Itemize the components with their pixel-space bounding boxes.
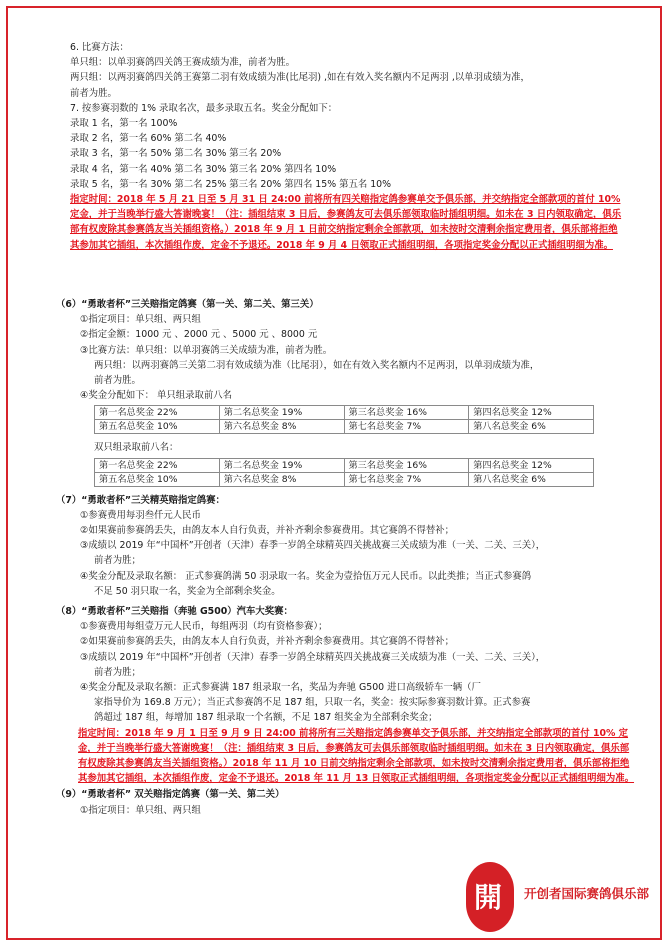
- alloc-row: 录取 3 名，第一名 50% 第二名 30% 第三名 20%: [70, 148, 282, 160]
- double-group-label: 双只组录取前八名：: [94, 442, 179, 454]
- alloc-row: 录取 4 名，第一名 40% 第二名 30% 第三名 20% 第四名 10%: [70, 163, 337, 175]
- table-row: [95, 458, 594, 472]
- section-header: （7）“勇敢者杯”三关精英赔指定鸽赛：: [56, 494, 225, 506]
- table-row: [95, 406, 594, 420]
- section-6-rules: [70, 40, 630, 253]
- table-cell: 第四名总奖金 12%: [469, 458, 594, 472]
- alloc-row: 录取 2 名，第一名 60% 第二名 40%: [70, 133, 227, 145]
- rule-item: ①指定项目：单只组、两只组: [80, 804, 201, 816]
- rule-item: ③成绩以 2019 年“中国杯”开创者（天津）春季一岁鸽全球精英四关挑战赛三关成绩为准（一关、二关、三关），: [80, 540, 546, 552]
- rule-item: 两只组：以两羽赛鸽三关第二羽有效成绩为准（比尾羽），如在有效入奖名额内不足两羽，以单羽成绩为准，: [94, 359, 540, 371]
- rule-item: ④奖金分配及录取名额：正式参赛满 187 组录取一名，奖品为奔驰 G500 进口高级轿车一辆（厂: [80, 682, 481, 694]
- rule-item: 前者为胜；: [94, 555, 141, 567]
- rule-item: ④奖金分配如下： 单只组录取前八名: [80, 390, 233, 402]
- table-cell: 第七名总奖金 7%: [344, 420, 469, 434]
- section-header: （6）“勇敢者杯”三关赔指定鸽赛（第一关、第二关、第三关）: [56, 299, 319, 310]
- section-header: （8）“勇敢者杯”三关赔指（奔驰 G500）汽车大奖赛：: [56, 606, 293, 618]
- table-row: [95, 420, 594, 434]
- section-header: （9）“勇敢者杯” 双关赔指定鸽赛（第一关、第二关）: [56, 789, 285, 801]
- rule-item: ①参赛费用每羽叁仟元人民币: [80, 509, 201, 521]
- rule-item: ②指定金额：1000 元 、2000 元 、5000 元 、8000 元: [80, 329, 318, 341]
- double-group-rule-cont: 前者为胜。: [70, 87, 117, 99]
- table-cell: 第一名总奖金 22%: [95, 458, 220, 472]
- rule-item: 鸽超过 187 组，每增加 187 组录取一个名额，不足 187 组奖金为全部剩余奖金；: [94, 712, 438, 724]
- table-cell: 第一名总奖金 22%: [95, 406, 220, 420]
- prize-table-double: [94, 458, 594, 487]
- table-cell: 第五名总奖金 10%: [95, 472, 220, 486]
- rule-item: ①指定项目：单只组、两只组: [80, 314, 201, 326]
- rule-item: ①参赛费用每组壹万元人民币，每组两羽（均有资格参赛）；: [80, 621, 328, 633]
- double-group-rule: 两只组：以两羽赛鸽四关鸽王赛第二羽有效成绩为准(比尾羽) ,如在有效入奖名额内不足两羽 ,以单羽成绩为准，: [70, 72, 530, 84]
- rule-item: 不足 50 羽只取一名，奖金为全部剩余奖金。: [94, 585, 281, 597]
- rule-item: ③比赛方法：单只组：以单羽赛鸽三关成绩为准，前者为胜。: [80, 344, 333, 356]
- rule-item: 前者为胜。: [94, 375, 141, 387]
- rule-item: ②如果赛前参赛鸽丢失，由鸽友本人自行负责，并补齐剩余参赛费用。其它赛鸽不得替补；: [80, 636, 455, 648]
- rule-item: 家指导价为 169.8 万元）；当正式参赛鸽不足 187 组，只取一名，奖金：按实际参赛羽数计算。正式参赛: [94, 697, 531, 709]
- alloc-row: 录取 1 名，第一名 100%: [70, 118, 178, 130]
- single-group-rule: 单只组：以单羽赛鸽四关鸽王赛成绩为准，前者为胜。: [70, 57, 296, 69]
- rule-item: ②如果赛前参赛鸽丢失，由鸽友本人自行负责，并补齐剩余参赛费用。其它赛鸽不得替补；: [80, 525, 455, 537]
- table-cell: 第四名总奖金 12%: [469, 406, 594, 420]
- table-cell: 第二名总奖金 19%: [219, 458, 344, 472]
- admission-rule: 7. 按参赛羽数的 1% 录取名次，最多录取五名。奖金分配如下：: [70, 102, 338, 114]
- sections-6-to-9: [56, 296, 635, 818]
- deadline-notice: 指定时间：2018 年 5 月 21 日至 5 月 31 日 24:00 前将所有四关赔指定鸽参赛单交予俱乐部，并交纳指定全部款项的首付 10% 定金，并于当晚举行盛大答谢晚宴！（注：插组结束 3 日后，参赛鸽友可去俱乐部领取临时插组明细。如未在 3 日内领取确定，俱乐部有权废除其参赛鸽友当关插组资格。）2018 年 9 月 1 日前交纳指定剩余全部款项，如未按时交清剩余指定费用者，俱乐部将拒绝其参加其它插组，本次插组作废，定金不予退还。2018 年 9 月 4 日领取正式插组明细，各项指定奖金分配以正式插组明细为准。: [70, 194, 622, 251]
- rule-item: ④奖金分配及录取名额： 正式参赛鸽满 50 羽录取一名。奖金为壹拾伍万元人民币。以此类推；当正式参赛鸽: [80, 570, 532, 582]
- table-row: [95, 472, 594, 486]
- table-cell: 第五名总奖金 10%: [95, 420, 220, 434]
- alloc-row: 录取 5 名，第一名 30% 第二名 25% 第三名 20% 第四名 15% 第五名 10%: [70, 178, 392, 190]
- table-cell: 第六名总奖金 8%: [219, 472, 344, 486]
- club-logo: 開: [466, 862, 514, 932]
- table-cell: 第七名总奖金 7%: [344, 472, 469, 486]
- table-cell: 第三名总奖金 16%: [344, 458, 469, 472]
- prize-table-single: [94, 405, 594, 434]
- rule-item: ③成绩以 2019 年“中国杯”开创者（天津）春季一岁鸽全球精英四关挑战赛三关成绩为准（一关、二关、三关），: [80, 651, 546, 663]
- club-name: 开创者国际赛鸽俱乐部: [524, 886, 650, 901]
- table-cell: 第八名总奖金 6%: [469, 420, 594, 434]
- table-cell: 第三名总奖金 16%: [344, 406, 469, 420]
- deadline-notice: 指定时间：2018 年 9 月 1 日至 9 月 9 日 24:00 前将所有三关赔指定鸽参赛单交予俱乐部，并交纳指定全部款项的首付 10% 定金，并于当晚举行盛大答谢晚宴！（注：插组结束 3 日后，参赛鸽友可去俱乐部领取临时插组明细。如未在 3 日内领取确定，俱乐部有权废除其参赛鸽友当关插组资格。）2018 年 11 月 10 日前交纳指定剩余全部款项，如未按时交清剩余指定费用者，俱乐部将拒绝其参加其它插组，本次插组作废，定金不予退还。2018 年 11 月 13 日领取正式插组明细，各项指定奖金分配以正式插组明细为准。: [78, 727, 635, 785]
- table-cell: 第六名总奖金 8%: [219, 420, 344, 434]
- table-cell: 第八名总奖金 6%: [469, 472, 594, 486]
- method-title: 6. 比赛方法：: [70, 42, 129, 53]
- table-cell: 第二名总奖金 19%: [219, 406, 344, 420]
- rule-item: 前者为胜；: [94, 666, 141, 678]
